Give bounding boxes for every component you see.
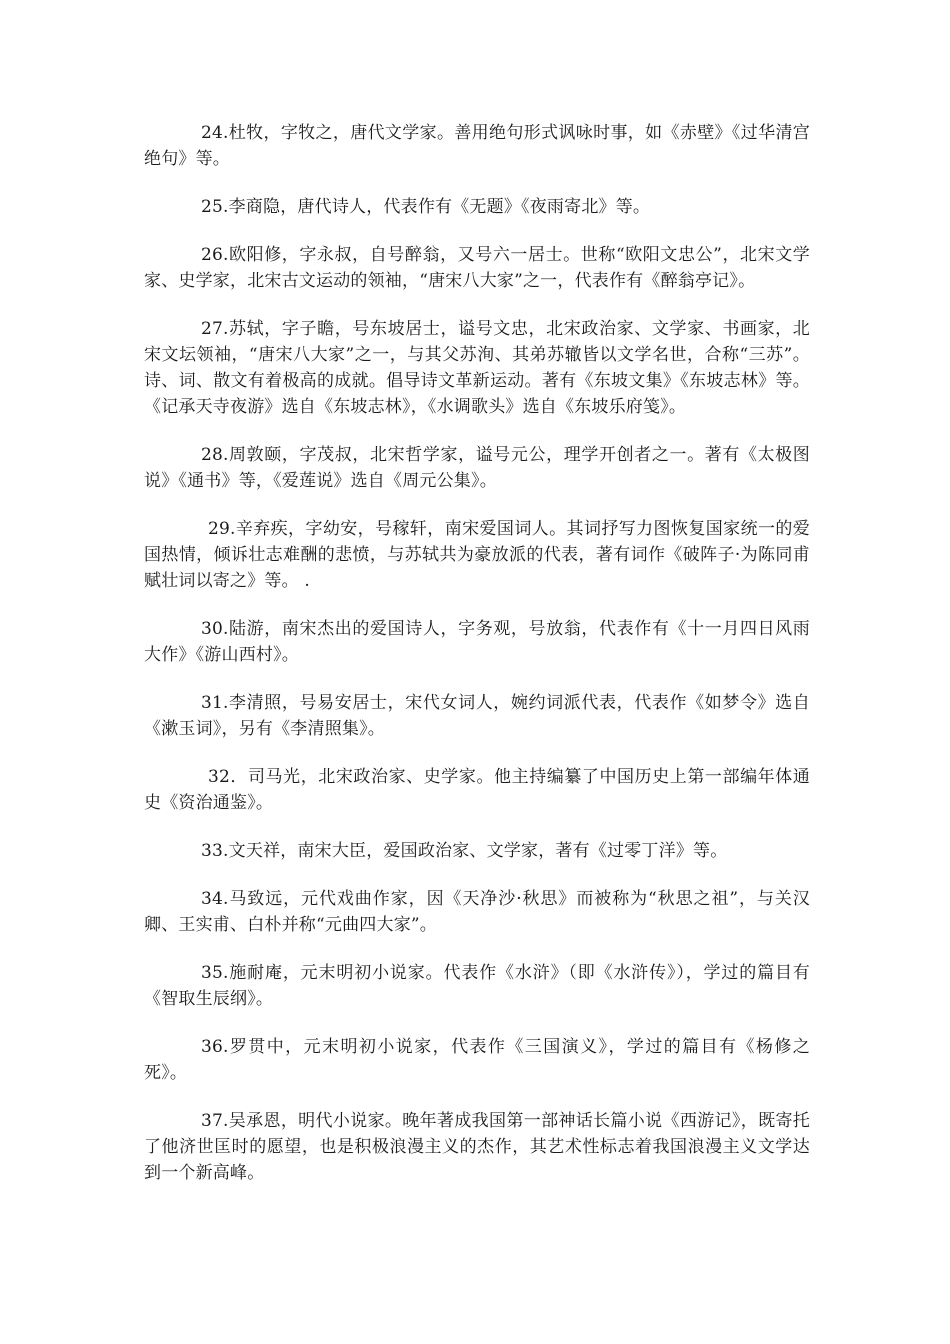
- paragraph-30-lu-you: 30.陆游，南宋杰出的爱国诗人，字务观，号放翁，代表作有《十一月四日风雨大作》《游山西村》。: [144, 619, 810, 665]
- paragraph-33-wen-tianxiang: 33.文天祥，南宋大臣，爱国政治家、文学家，著有《过零丁洋》等。: [201, 841, 728, 861]
- paragraph-29-xin-qiji: 29.辛弃疾，字幼安，号稼轩，南宋爱国词人。其词抒写力图恢复国家统一的爱国热情，倾诉壮志难酬的悲愤，与苏轼共为豪放派的代表，著有词作《破阵子·为陈同甫赋壮词以寄之》等。 .: [144, 519, 810, 591]
- document-page: [144, 120, 810, 1208]
- paragraph-27-su-shi: 27.苏轼，字子瞻，号东坡居士，谥号文忠，北宋政治家、文学家、书画家，北宋文坛领袖，“唐宋八大家”之一，与其父苏洵、其弟苏辙皆以文学名世，合称“三苏”。诗、词、散文有着极高的成就。倡导诗文革新运动。著有《东坡文集》《东坡志林》等。《记承天寺夜游》选自《东坡志林》，《水调歌头》选自《东坡乐府笺》。: [144, 319, 810, 417]
- paragraph-24-du-mu: 24.杜牧，字牧之，唐代文学家。善用绝句形式讽咏时事，如《赤壁》《过华清宫绝句》等。: [144, 123, 810, 169]
- paragraph-36-luo-guanzhong: 36.罗贯中，元末明初小说家，代表作《三国演义》，学过的篇目有《杨修之死》。: [144, 1037, 810, 1083]
- paragraph-34-ma-zhiyuan: 34.马致远，元代戏曲作家，因《天净沙·秋思》而被称为“秋思之祖”，与关汉卿、王实甫、白朴并称“元曲四大家”。: [144, 889, 810, 935]
- paragraph-37-wu-chengen: 37.吴承恩，明代小说家。晚年著成我国第一部神话长篇小说《西游记》，既寄托了他济世匡时的愿望，也是积极浪漫主义的杰作，其艺术性标志着我国浪漫主义文学达到一个新高峰。: [144, 1111, 810, 1183]
- paragraph-31-li-qingzhao: 31.李清照，号易安居士，宋代女词人，婉约词派代表，代表作《如梦令》选自《漱玉词》，另有《李清照集》。: [144, 693, 810, 739]
- paragraph-25-li-shangyin: 25.李商隐，唐代诗人，代表作有《无题》《夜雨寄北》等。: [201, 197, 651, 217]
- paragraph-26-ouyang-xiu: 26.欧阳修，字永叔，自号醉翁，又号六一居士。世称“欧阳文忠公”，北宋文学家、史学家，北宋古文运动的领袖，“唐宋八大家”之一，代表作有《醉翁亭记》。: [144, 245, 810, 291]
- paragraph-28-zhou-dunyi: 28.周敦颐，字茂叔，北宋哲学家，谥号元公，理学开创者之一。著有《太极图说》《通书》等，《爱莲说》选自《周元公集》。: [144, 445, 810, 491]
- paragraph-32-sima-guang: 32．司马光，北宋政治家、史学家。他主持编纂了中国历史上第一部编年体通史《资治通鉴》。: [144, 767, 810, 813]
- paragraph-35-shi-naian: 35.施耐庵，元末明初小说家。代表作《水浒》（即《水浒传》），学过的篇目有《智取生辰纲》。: [144, 963, 810, 1009]
